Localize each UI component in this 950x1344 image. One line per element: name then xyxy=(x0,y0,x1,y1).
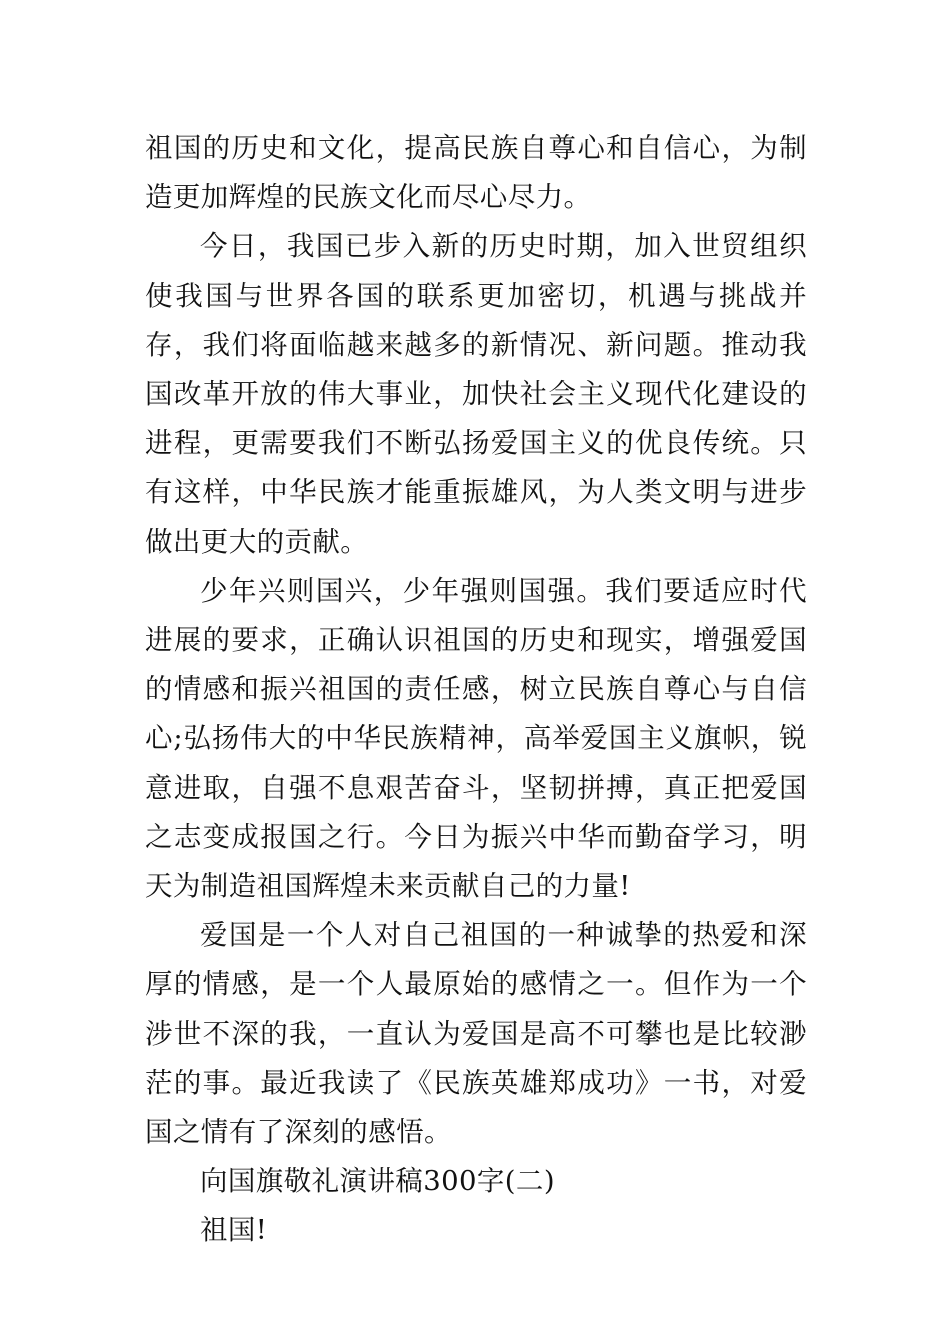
paragraph-patriotism: 爱国是一个人对自己祖国的一种诚挚的热爱和深厚的情感，是一个人最原始的感情之一。但作为一个涉世不深的我，一直认为爱国是高不可攀也是比较渺茫的事。最近我读了《民族英雄郑成功》一书，对爱国之情有了深刻的感悟。 xyxy=(145,919,807,1149)
paragraph-motherland: 祖国! xyxy=(200,1214,268,1247)
paragraph-continuation: 祖国的历史和文化，提高民族自尊心和自信心，为制造更加辉煌的民族文化而尽心尽力。 xyxy=(145,132,807,214)
document-body xyxy=(145,124,807,1256)
paragraph-youth: 少年兴则国兴，少年强则国强。我们要适应时代进展的要求，正确认识祖国的历史和现实，增强爱国的情感和振兴祖国的责任感，树立民族自尊心与自信心;弘扬伟大的中华民族精神，高举爱国主义旗帜，锐意进取，自强不息艰苦奋斗，坚韧拼搏，真正把爱国之志变成报国之行。今日为振兴中华而勤奋学习，明天为制造祖国辉煌未来贡献自己的力量! xyxy=(145,574,807,903)
paragraph-new-era: 今日，我国已步入新的历史时期，加入世贸组织使我国与世界各国的联系更加密切，机遇与挑战并存，我们将面临越来越多的新情况、新问题。推动我国改革开放的伟大事业，加快社会主义现代化建设的进程，更需要我们不断弘扬爱国主义的优良传统。只有这样，中华民族才能重振雄风，为人类文明与进步做出更大的贡献。 xyxy=(145,230,807,558)
section-heading: 向国旗敬礼演讲稿300字(二) xyxy=(200,1165,555,1198)
